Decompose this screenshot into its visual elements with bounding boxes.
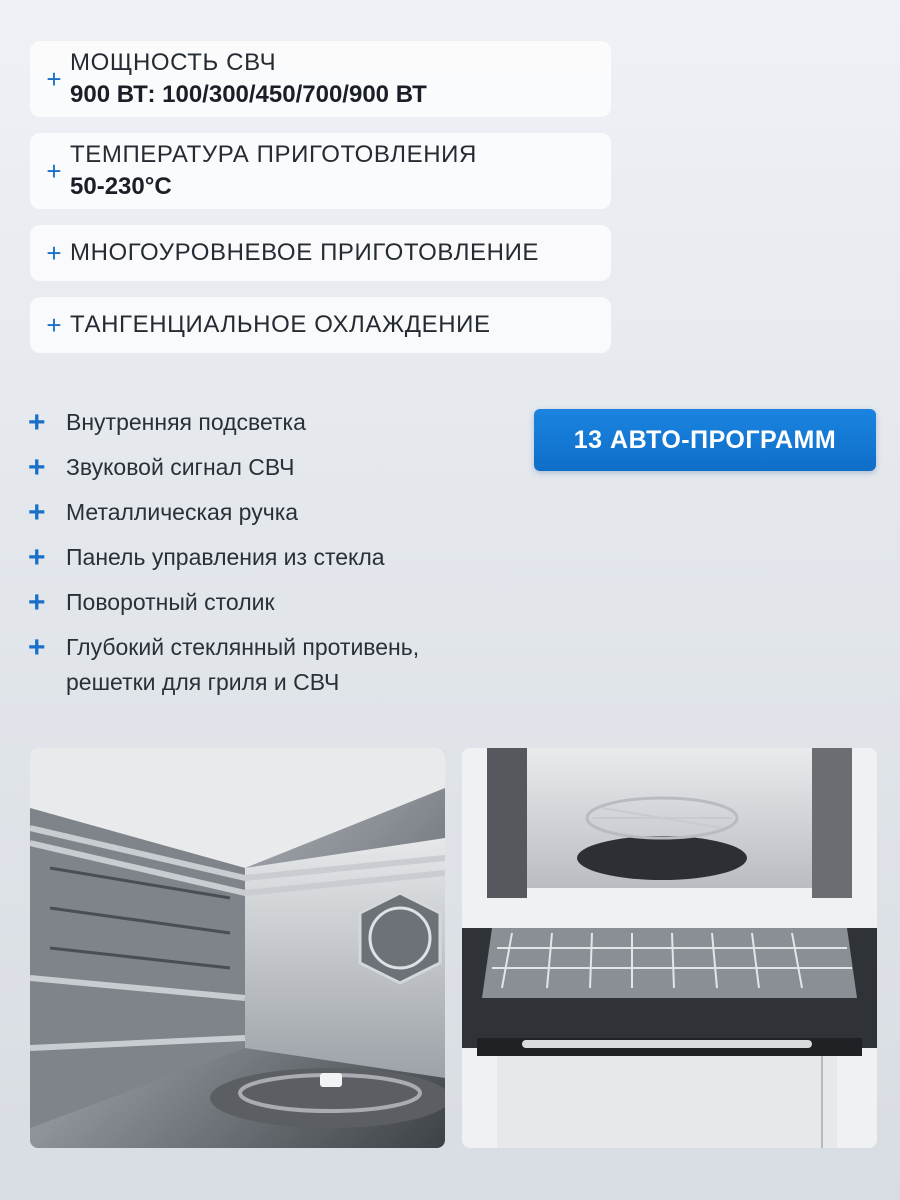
- feature-text-line: Глубокий стеклянный противень,: [66, 634, 420, 660]
- plus-icon: +: [28, 496, 46, 529]
- spec-value: 900 ВТ: 100/300/450/700/900 ВТ: [70, 81, 427, 108]
- plus-icon: +: [46, 310, 62, 340]
- feature-item: [28, 405, 528, 440]
- feature-text-line: решетки для гриля и СВЧ: [66, 669, 340, 695]
- auto-programs-badge: 13 АВТО-ПРОГРАММ: [534, 409, 876, 471]
- plus-icon: +: [28, 406, 46, 439]
- feature-text: [66, 630, 419, 700]
- feature-text: Металлическая ручка: [66, 499, 299, 525]
- plus-icon: +: [28, 541, 46, 574]
- feature-item: [28, 495, 528, 530]
- feature-list: [28, 405, 528, 710]
- plus-icon: +: [46, 238, 62, 268]
- spec-card-tangential-cooling: [30, 297, 611, 353]
- feature-text: Панель управления из стекла: [66, 544, 385, 570]
- plus-icon: +: [46, 156, 62, 186]
- oven-door-illustration: [462, 748, 877, 1148]
- feature-text: Звуковой сигнал СВЧ: [66, 454, 295, 480]
- oven-door-open-photo: [462, 748, 877, 1148]
- spec-label: МНОГОУРОВНЕВОЕ ПРИГОТОВЛЕНИЕ: [70, 238, 540, 266]
- spec-card-microwave-power: [30, 41, 611, 117]
- feature-text: Поворотный столик: [66, 589, 275, 615]
- feature-text: Внутренняя подсветка: [66, 409, 306, 435]
- spec-label: ТЕМПЕРАТУРА ПРИГОТОВЛЕНИЯ: [70, 140, 477, 168]
- spec-card-cooking-temperature: [30, 133, 611, 209]
- spec-value: 50-230°C: [70, 173, 172, 200]
- spec-label: ТАНГЕНЦИАЛЬНОЕ ОХЛАЖДЕНИЕ: [70, 310, 491, 338]
- plus-icon: +: [28, 631, 46, 664]
- plus-icon: +: [28, 451, 46, 484]
- spec-label: МОЩНОСТЬ СВЧ: [70, 48, 277, 76]
- spec-list: [30, 41, 611, 369]
- feature-item: [28, 630, 528, 700]
- feature-item: [28, 450, 528, 485]
- plus-icon: +: [46, 64, 62, 94]
- plus-icon: +: [28, 586, 46, 619]
- oven-interior-illustration: [30, 748, 445, 1148]
- feature-item: [28, 540, 528, 575]
- feature-item: [28, 585, 528, 620]
- oven-interior-photo: [30, 748, 445, 1148]
- spec-card-multilevel-cooking: [30, 225, 611, 281]
